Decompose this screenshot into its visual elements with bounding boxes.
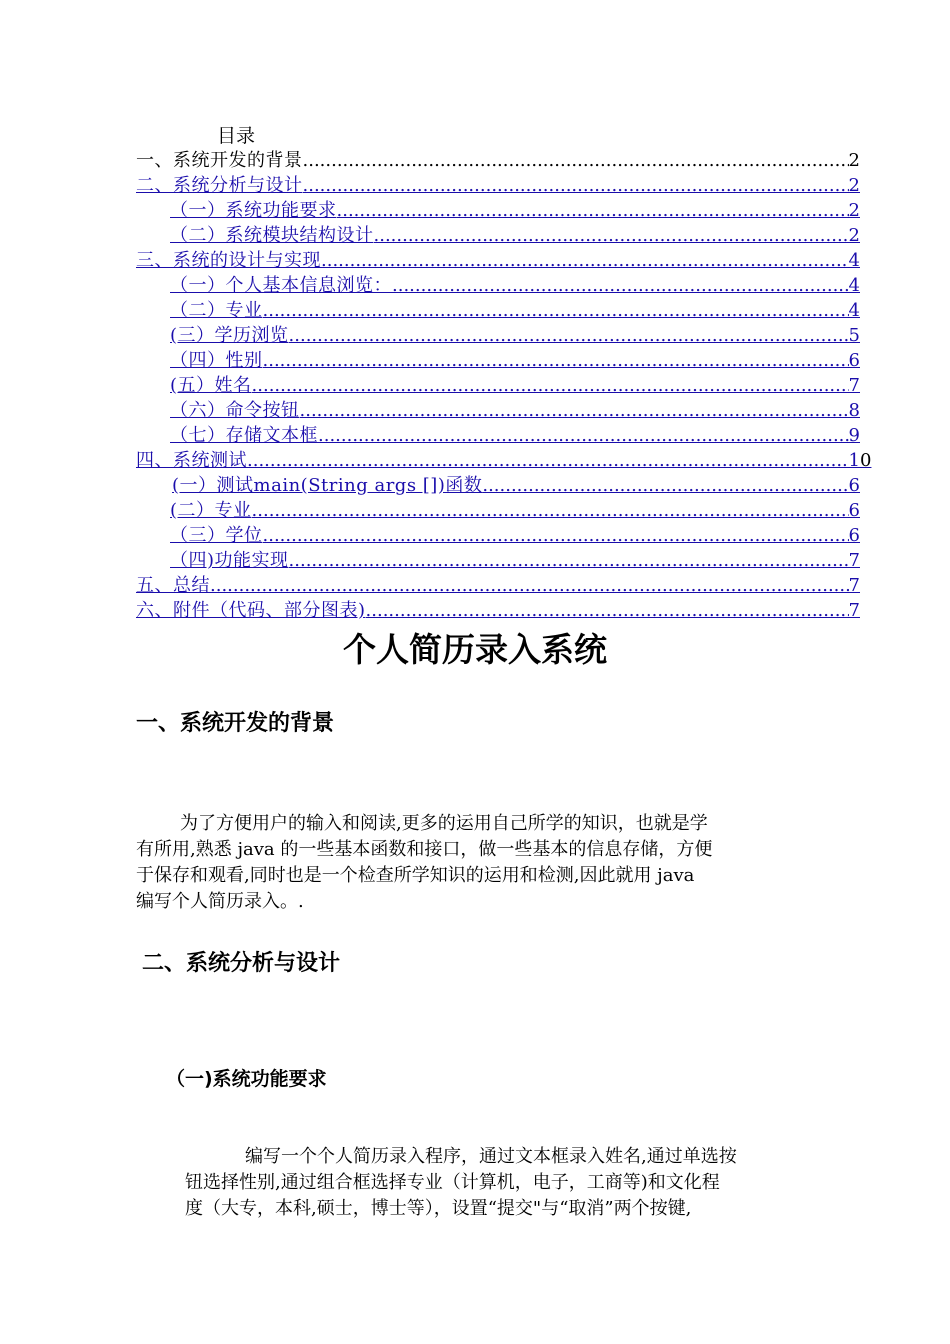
toc-link[interactable] bbox=[136, 348, 860, 373]
toc-page-number: 8 bbox=[848, 400, 860, 421]
toc-leader bbox=[263, 298, 849, 323]
paragraph-line: 钮选择性别,通过组合框选择专业（计算机，电子，工商等)和文化程 bbox=[185, 1172, 720, 1193]
toc-link[interactable] bbox=[136, 173, 860, 198]
section-heading: 二、系统分析与设计 bbox=[142, 951, 341, 976]
toc-leader bbox=[210, 573, 849, 598]
toc-entry-label: （一）个人基本信息浏览： bbox=[170, 275, 392, 296]
toc-entry-label: 四、系统测试 bbox=[136, 450, 247, 471]
toc-leader bbox=[300, 398, 849, 423]
toc-page-number: 2 bbox=[848, 200, 860, 221]
toc-leader bbox=[252, 373, 849, 398]
toc-page-number: 5 bbox=[848, 325, 860, 346]
body-paragraph bbox=[136, 811, 712, 915]
paragraph-line: 于保存和观看,同时也是一个检查所学知识的运用和检测,因此就用 java bbox=[136, 865, 695, 886]
toc-link[interactable] bbox=[136, 573, 860, 598]
toc-page-number: 2 bbox=[848, 175, 860, 196]
toc-entry-label: （二）专业 bbox=[170, 300, 263, 321]
toc-entry-label: 一、系统开发的背景 bbox=[136, 150, 303, 171]
subsection-heading: （一)系统功能要求 bbox=[166, 1068, 327, 1090]
toc-link[interactable] bbox=[136, 423, 860, 448]
toc-link[interactable] bbox=[136, 273, 860, 298]
toc-page-number: 2 bbox=[848, 225, 860, 246]
toc-leader bbox=[289, 323, 849, 348]
toc-page-number: 7 bbox=[848, 375, 860, 396]
toc-leader bbox=[247, 448, 849, 473]
toc-entry-label: （七）存储文本框 bbox=[170, 425, 318, 446]
toc-leader bbox=[337, 198, 849, 223]
toc-page-number: 6 bbox=[848, 500, 860, 521]
toc-leader bbox=[263, 523, 849, 548]
toc-page-number: 4 bbox=[848, 300, 860, 321]
toc-link[interactable]: 四、系统测试 ..... 1 0 bbox=[136, 448, 860, 473]
toc-entry-label: （二）系统模块结构设计 bbox=[170, 225, 374, 246]
body-paragraph bbox=[185, 1144, 737, 1222]
toc-title: 目录 bbox=[217, 125, 256, 147]
table-of-contents bbox=[136, 148, 872, 623]
toc-leader bbox=[252, 498, 849, 523]
toc-link[interactable] bbox=[136, 248, 860, 273]
toc-entry-label: 三、系统的设计与实现 bbox=[136, 250, 321, 271]
toc-entry-label: （四）性别 bbox=[170, 350, 263, 371]
toc-page-number: 4 bbox=[848, 250, 860, 271]
toc-link[interactable] bbox=[136, 498, 860, 523]
toc-entry-label: （四)功能实现 bbox=[170, 550, 289, 571]
toc-page-number: 6 bbox=[848, 475, 860, 496]
paragraph-line: 编写一个个人简历录入程序，通过文本框录入姓名,通过单选按 bbox=[245, 1146, 737, 1167]
toc-entry-label: （三）学位 bbox=[170, 525, 263, 546]
document-title: 个人简历录入系统 bbox=[343, 630, 607, 669]
toc-leader bbox=[321, 248, 849, 273]
toc-entry-label: 六、附件（代码、部分图表) bbox=[136, 600, 366, 621]
toc-leader bbox=[289, 548, 849, 573]
toc-page-number: 9 bbox=[848, 425, 860, 446]
toc-leader bbox=[482, 473, 848, 498]
toc-link[interactable] bbox=[136, 223, 860, 248]
toc-entry-label: （一）系统功能要求 bbox=[170, 200, 337, 221]
toc-entry-label: （六）命令按钮 bbox=[170, 400, 300, 421]
paragraph-line: 有所用,熟悉 java 的一些基本函数和接口，做一些基本的信息存储，方便 bbox=[136, 839, 713, 860]
toc-link[interactable] bbox=[136, 373, 860, 398]
toc-page-number: 7 bbox=[848, 550, 860, 571]
toc-link[interactable] bbox=[136, 398, 860, 423]
paragraph-line: 度（大专，本科,硕士，博士等），设置“提交"与“取消”两个按键, bbox=[185, 1198, 692, 1219]
toc-link[interactable] bbox=[136, 473, 860, 498]
toc-page-number: 1 bbox=[848, 450, 860, 471]
toc-entry-label: 二、系统分析与设计 bbox=[136, 175, 303, 196]
paragraph-line: 编写个人简历录入。. bbox=[136, 891, 304, 912]
toc-link[interactable] bbox=[136, 598, 860, 623]
toc-leader bbox=[263, 348, 849, 373]
toc-page-number: 4 bbox=[848, 275, 860, 296]
toc-leader bbox=[303, 173, 849, 198]
toc-entry-label: (一）测试main(String args [])函数 bbox=[172, 475, 483, 496]
toc-leader bbox=[303, 148, 849, 173]
toc-entry[interactable] bbox=[136, 148, 860, 173]
toc-leader bbox=[374, 223, 849, 248]
toc-entry-label: (五）姓名 bbox=[170, 375, 252, 396]
toc-page-number: 6 bbox=[848, 350, 860, 371]
toc-page-number: 7 bbox=[848, 600, 860, 621]
toc-link[interactable] bbox=[136, 298, 860, 323]
toc-page-number: 2 bbox=[848, 150, 860, 171]
toc-page-number: 6 bbox=[848, 525, 860, 546]
toc-entry-label: 五、总结 bbox=[136, 575, 210, 596]
toc-leader bbox=[392, 273, 849, 298]
toc-link[interactable] bbox=[136, 198, 860, 223]
toc-link[interactable] bbox=[136, 323, 860, 348]
toc-link[interactable] bbox=[136, 548, 860, 573]
paragraph-line: 为了方便用户的输入和阅读,更多的运用自己所学的知识，也就是学 bbox=[180, 813, 708, 834]
toc-entry-label: (二）专业 bbox=[170, 500, 252, 521]
toc-entry-label: (三）学历浏览 bbox=[170, 325, 289, 346]
toc-page-number: 7 bbox=[848, 575, 860, 596]
toc-leader bbox=[366, 598, 849, 623]
section-heading: 一、系统开发的背景 bbox=[136, 711, 335, 736]
toc-link[interactable] bbox=[136, 523, 860, 548]
toc-leader bbox=[318, 423, 849, 448]
